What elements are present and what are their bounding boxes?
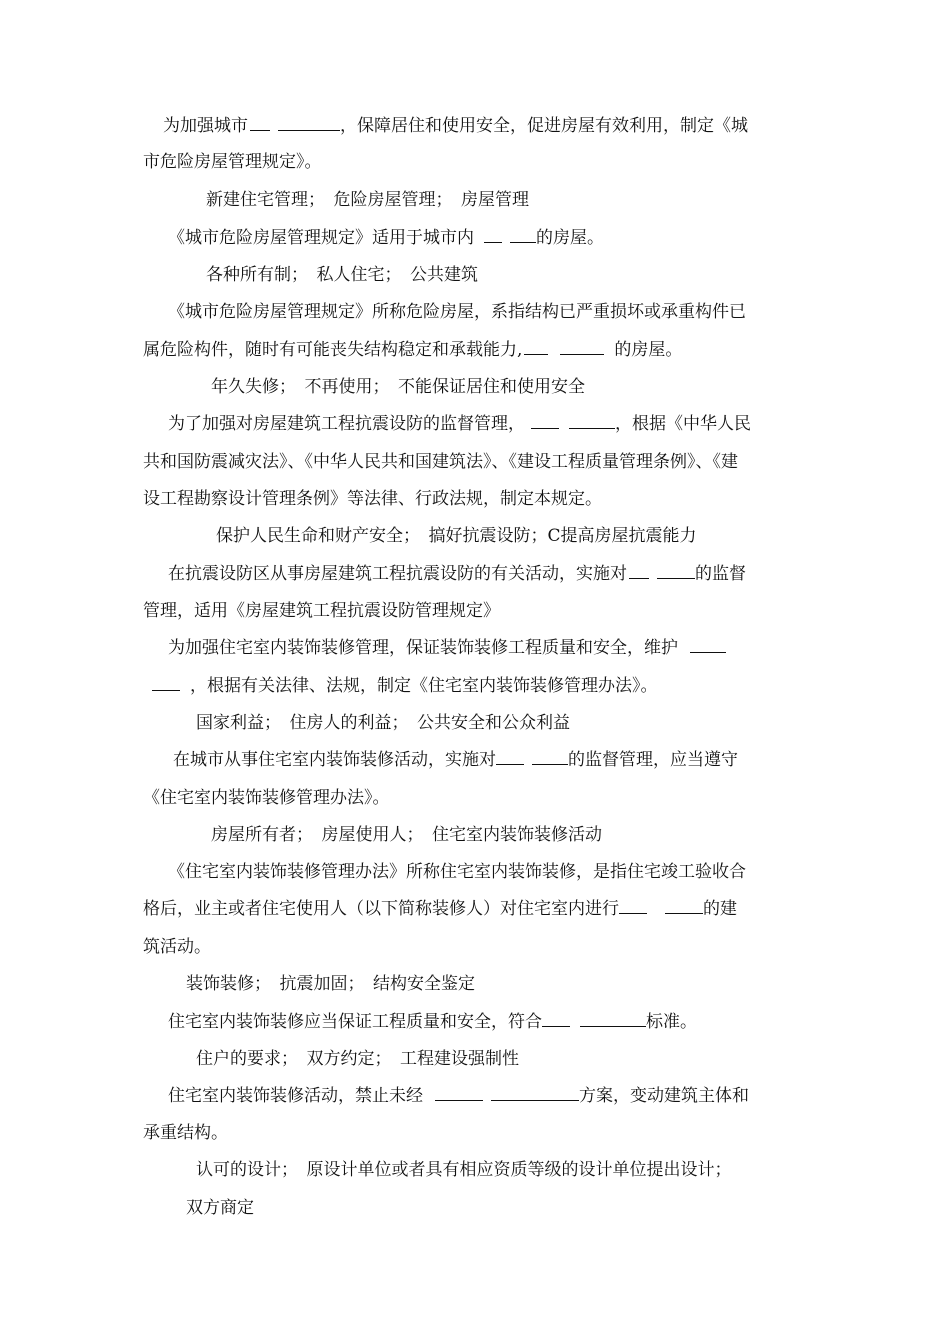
question-1-line-1: 为加强城市 ，保障居住和使用安全，促进房屋有效利用，制定《城 bbox=[163, 116, 748, 136]
answer-blank bbox=[524, 338, 548, 355]
question-9-line-1: 住宅室内装饰装修应当保证工程质量和安全，符合 标准。 bbox=[168, 1012, 697, 1032]
options-8: 装饰装修； 抗震加固； 结构安全鉴定 bbox=[186, 974, 475, 994]
answer-blank bbox=[435, 1084, 483, 1101]
answer-blank bbox=[580, 1010, 646, 1027]
question-5-line-2: 管理，适用《房屋建筑工程抗震设防管理规定》 bbox=[143, 601, 500, 621]
options-10-line-1: 认可的设计； 原设计单位或者具有相应资质等级的设计单位提出设计； bbox=[196, 1160, 732, 1180]
options-6: 国家利益； 住房人的利益； 公共安全和公众利益 bbox=[196, 713, 570, 733]
answer-blank bbox=[491, 1084, 579, 1101]
answer-blank bbox=[657, 562, 695, 579]
answer-blank bbox=[250, 114, 270, 131]
question-5-line-1: 在抗震设防区从事房屋建筑工程抗震设防的有关活动，实施对 的监督 bbox=[168, 564, 746, 584]
options-3: 年久失修； 不再使用； 不能保证居住和使用安全 bbox=[211, 377, 585, 397]
answer-blank bbox=[152, 674, 180, 691]
question-6-line-2: ，根据有关法律、法规，制定《住宅室内装饰装修管理办法》。 bbox=[152, 674, 658, 698]
options-4: 保护人民生命和财产安全； 搞好抗震设防；C提高房屋抗震能力 bbox=[216, 526, 697, 546]
question-10-line-2: 承重结构。 bbox=[143, 1123, 228, 1143]
options-9: 住户的要求； 双方约定； 工程建设强制性 bbox=[196, 1049, 519, 1069]
question-7-line-2: 《住宅室内装饰装修管理办法》。 bbox=[143, 788, 390, 808]
question-8-line-3: 筑活动。 bbox=[143, 937, 211, 957]
options-10-line-2: 双方商定 bbox=[186, 1198, 254, 1218]
question-3-line-1: 《城市危险房屋管理规定》所称危险房屋，系指结构已严重损坏或承重构件已 bbox=[168, 302, 746, 322]
question-8-line-2: 格后，业主或者住宅使用人（以下简称装修人）对住宅室内进行 的建 bbox=[143, 899, 737, 919]
question-6-line-1: 为加强住宅室内装饰装修管理，保证装饰装修工程质量和安全，维护 bbox=[168, 636, 726, 660]
answer-blank bbox=[510, 226, 536, 243]
question-2-line-1: 《城市危险房屋管理规定》适用于城市内 的房屋。 bbox=[168, 228, 604, 248]
options-2: 各种所有制； 私人住宅； 公共建筑 bbox=[206, 265, 478, 285]
question-4-line-3: 设工程勘察设计管理条例》等法律、行政法规，制定本规定。 bbox=[143, 489, 602, 509]
question-7-line-1: 在城市从事住宅室内装饰装修活动，实施对 的监督管理，应当遵守 bbox=[173, 750, 738, 770]
answer-blank bbox=[665, 897, 703, 914]
answer-blank bbox=[629, 562, 649, 579]
answer-blank bbox=[531, 412, 559, 429]
options-7: 房屋所有者； 房屋使用人； 住宅室内装饰装修活动 bbox=[211, 825, 602, 845]
answer-blank bbox=[484, 226, 502, 243]
answer-blank bbox=[532, 748, 568, 765]
answer-blank bbox=[690, 636, 726, 653]
answer-blank bbox=[542, 1010, 570, 1027]
options-1: 新建住宅管理； 危险房屋管理； 房屋管理 bbox=[206, 190, 529, 210]
question-3-line-2: 属危险构件，随时有可能丧失结构稳定和承载能力, 的房屋。 bbox=[143, 340, 683, 360]
answer-blank bbox=[278, 114, 340, 131]
answer-blank bbox=[569, 412, 615, 429]
question-8-line-1: 《住宅室内装饰装修管理办法》所称住宅室内装饰装修，是指住宅竣工验收合 bbox=[168, 862, 746, 882]
question-4-line-2: 共和国防震减灾法》、《中华人民共和国建筑法》、《建设工程质量管理条例》、《建 bbox=[143, 452, 738, 472]
question-1-line-2: 市危险房屋管理规定》。 bbox=[143, 152, 322, 172]
answer-blank bbox=[619, 897, 647, 914]
answer-blank bbox=[560, 338, 604, 355]
answer-blank bbox=[496, 748, 524, 765]
question-10-line-1: 住宅室内装饰装修活动，禁止未经 方案，变动建筑主体和 bbox=[168, 1086, 749, 1106]
question-4-line-1: 为了加强对房屋建筑工程抗震设防的监督管理， ，根据《中华人民 bbox=[168, 414, 751, 434]
